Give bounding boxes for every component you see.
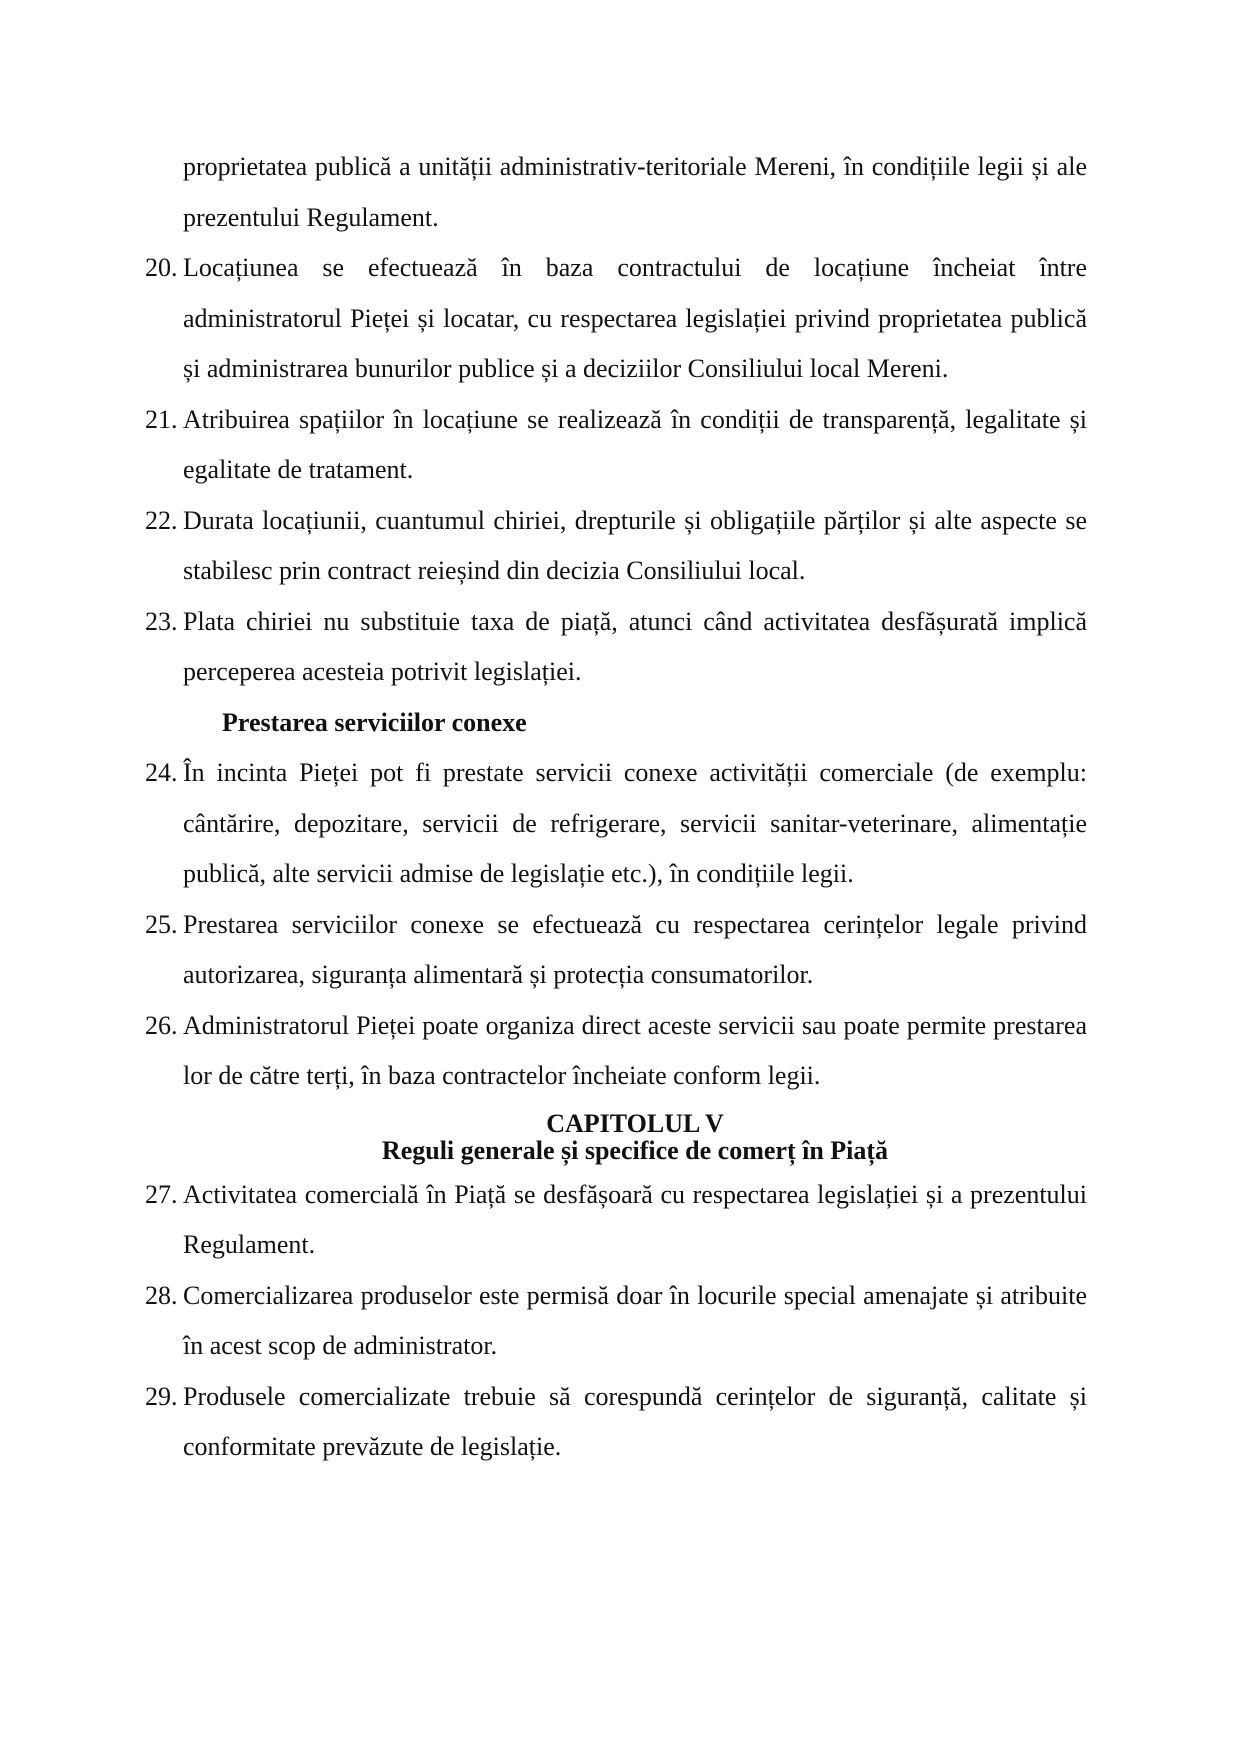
article-22 xyxy=(145,496,1087,597)
article-text: Plata chiriei nu substituie taxa de piață, atunci când activitatea desfășurată implică perceperea acesteia potrivit legislației. xyxy=(183,606,1087,686)
intro-continuation: proprietatea publică a unității administrativ-teritoriale Mereni, în condițiile legii și ale prezentului Regulament. xyxy=(183,152,1087,232)
section-subheading: Prestarea serviciilor conexe xyxy=(222,707,527,737)
article-number: 27. xyxy=(145,1179,178,1209)
article-number: 29. xyxy=(145,1381,178,1411)
article-21 xyxy=(145,395,1087,496)
article-number: 25. xyxy=(145,909,178,939)
article-text: În incinta Pieței pot fi prestate servicii conexe activității comerciale (de exemplu: cântărire, depozitare, servicii de refrigerare, servicii sanitar-veterinare, alimentație publică, alte servicii admise de legislație etc.), în condițiile legii. xyxy=(183,758,1087,888)
article-23 xyxy=(145,597,1087,698)
article-text: Durata locațiunii, cuantumul chiriei, drepturile și obligațiile părților și alte aspecte se stabilesc prin contract reieșind din decizia Consiliului local. xyxy=(183,505,1087,585)
article-text: Locațiunea se efectuează în baza contractului de locațiune încheiat între administratorul Pieței și locatar, cu respectarea legislației privind proprietatea publică și administrarea bunurilor publice și a deciziilor Consiliului local Mereni. xyxy=(183,253,1087,383)
chapter-title: CAPITOLUL V xyxy=(546,1108,724,1138)
chapter-subtitle: Reguli generale și specifice de comerț în Piață xyxy=(381,1135,889,1165)
article-text: Activitatea comercială în Piață se desfășoară cu respectarea legislației și a prezentului Regulament. xyxy=(183,1179,1087,1259)
article-20 xyxy=(145,243,1087,395)
article-28 xyxy=(145,1271,1087,1372)
article-26 xyxy=(145,1001,1087,1102)
article-number: 21. xyxy=(145,404,178,434)
page-content xyxy=(145,142,1087,1473)
article-text: Administratorul Pieței poate organiza direct aceste servicii sau poate permite prestarea lor de către terți, în baza contractelor încheiate conform legii. xyxy=(183,1010,1087,1090)
article-24 xyxy=(145,748,1087,900)
article-number: 22. xyxy=(145,505,178,535)
article-number: 20. xyxy=(145,253,178,282)
chapter-heading xyxy=(183,1110,1087,1164)
article-number: 28. xyxy=(145,1280,178,1310)
article-number: 23. xyxy=(145,606,178,636)
article-27 xyxy=(145,1170,1087,1271)
article-text: Produsele comercializate trebuie să corespundă cerințelor de siguranță, calitate și conformitate prevăzute de legislație. xyxy=(183,1381,1087,1461)
article-29 xyxy=(145,1372,1087,1473)
article-text: Comercializarea produselor este permisă doar în locurile special amenajate și atribuite în acest scop de administrator. xyxy=(183,1280,1087,1360)
article-text: Atribuirea spațiilor în locațiune se realizează în condiții de transparență, legalitate și egalitate de tratament. xyxy=(183,404,1087,484)
article-25 xyxy=(145,900,1087,1001)
article-number: 26. xyxy=(145,1010,178,1040)
article-number: 24. xyxy=(145,758,178,787)
article-text: Prestarea serviciilor conexe se efectuează cu respectarea cerințelor legale privind autorizarea, siguranța alimentară și protecția consumatorilor. xyxy=(183,909,1087,989)
